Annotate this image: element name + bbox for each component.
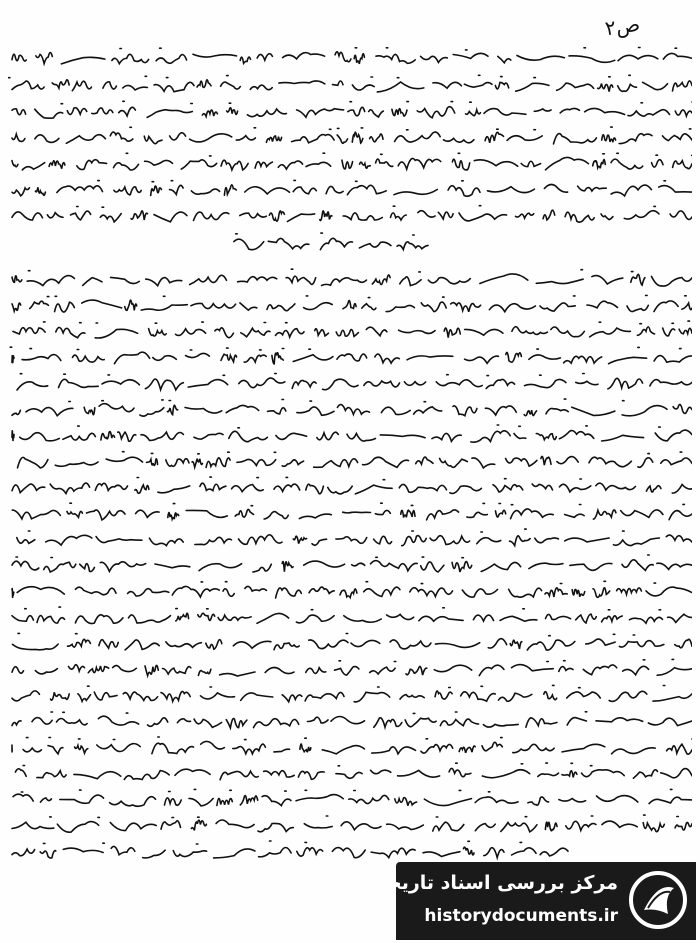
handwritten-line (8, 604, 692, 628)
handwritten-line (8, 98, 692, 122)
handwritten-line (8, 682, 692, 706)
handwritten-line (8, 72, 692, 96)
watermark-url: historydocuments.ir (424, 906, 618, 926)
handwritten-line (8, 396, 692, 420)
handwritten-line (8, 838, 692, 862)
archive-watermark (368, 862, 696, 940)
handwritten-line (8, 344, 692, 368)
handwritten-line (8, 526, 692, 550)
handwritten-line (8, 230, 692, 254)
handwritten-line (8, 44, 692, 68)
handwritten-line (8, 150, 692, 174)
handwritten-line (8, 708, 692, 732)
handwritten-line (8, 370, 692, 394)
watermark-title: مرکز بررسی اسناد تاریخی (368, 872, 618, 894)
handwritten-line (8, 786, 692, 810)
handwritten-line (8, 474, 692, 498)
handwritten-line (8, 448, 692, 472)
book-page-logo-icon (628, 870, 688, 930)
handwritten-line (8, 656, 692, 680)
handwritten-text-body (8, 34, 692, 854)
handwritten-line (8, 292, 692, 316)
handwritten-line (8, 630, 692, 654)
handwritten-line (8, 500, 692, 524)
handwritten-line (8, 202, 692, 226)
handwritten-line (8, 734, 692, 758)
handwritten-line (8, 124, 692, 148)
handwritten-line (8, 578, 692, 602)
handwritten-line (8, 422, 692, 446)
handwritten-line (8, 552, 692, 576)
handwritten-line (8, 266, 692, 290)
handwritten-line (8, 760, 692, 784)
handwritten-line (8, 812, 692, 836)
page-number: ص۲ (603, 11, 642, 41)
handwritten-line (8, 318, 692, 342)
handwritten-line (8, 176, 692, 200)
